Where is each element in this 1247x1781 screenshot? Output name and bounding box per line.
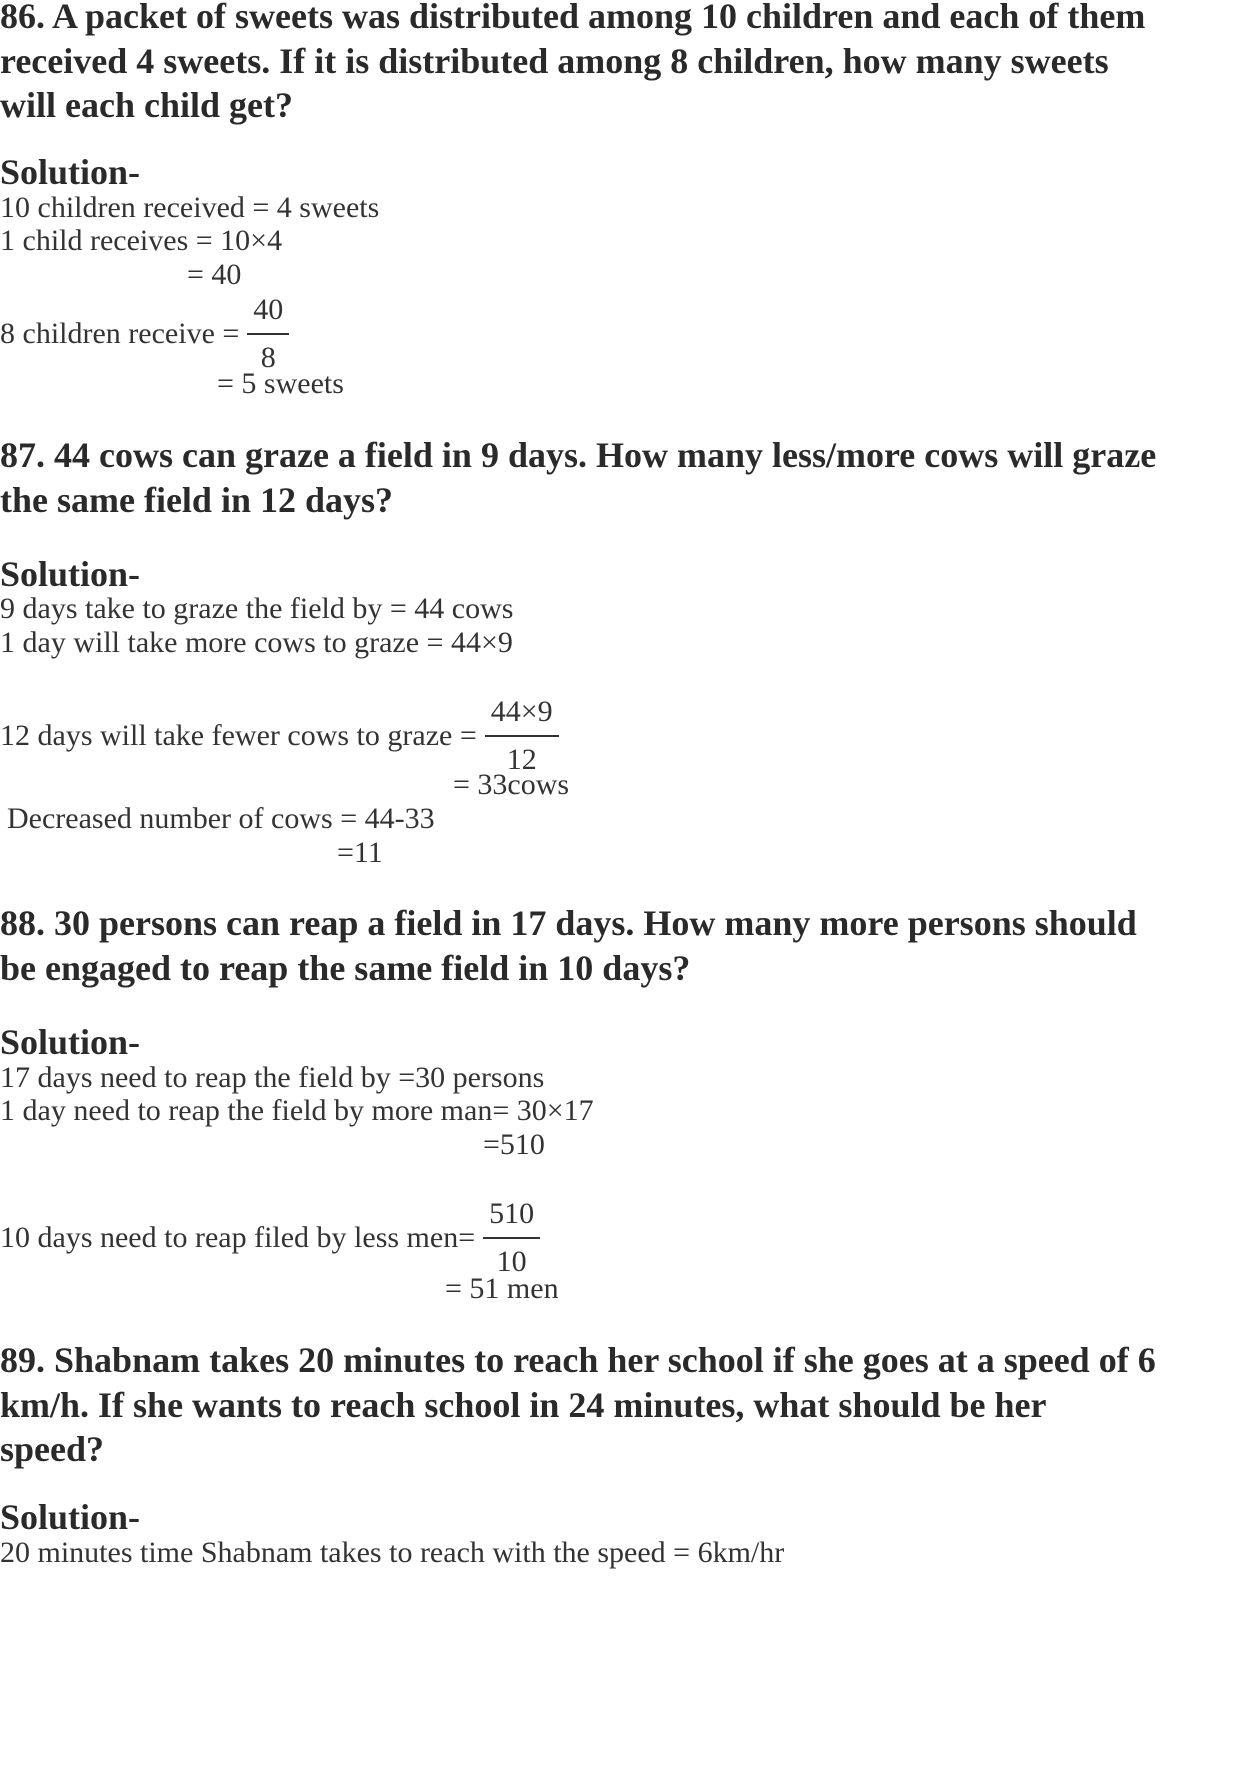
fraction-denominator: 10: [496, 1245, 527, 1278]
solution-step: 1 child receives = 10×4: [0, 224, 283, 257]
question-87: [0, 433, 1247, 522]
solution-step: Decreased number of cows = 44-33: [7, 802, 435, 835]
question-line: 87. 44 cows can graze a field in 9 days. How many less/more cows will graze: [0, 435, 1157, 475]
solution-step: 1 day need to reap the field by more man= 30×17: [0, 1094, 594, 1127]
solution-heading: Solution-: [0, 152, 141, 192]
question-line: received 4 sweets. If it is distributed among 8 children, how many sweets: [0, 40, 1109, 81]
fraction-denominator: 8: [260, 341, 276, 374]
fraction-numerator: 44×9: [485, 693, 559, 737]
question-line: km/h. If she wants to reach school in 24 minutes, what should be her: [0, 1384, 1047, 1425]
question-88: [0, 901, 1247, 990]
question-line: 88. 30 persons can reap a field in 17 days. How many more persons should: [0, 903, 1137, 943]
solution-result: = 5 sweets: [217, 367, 344, 400]
solution-step: =510: [483, 1128, 545, 1161]
solution-step: 17 days need to reap the field by =30 persons: [0, 1061, 545, 1094]
question-86: [0, 0, 1247, 128]
fraction-step: [0, 1195, 540, 1281]
question-line: will each child get?: [0, 85, 293, 125]
fraction-numerator: 40: [247, 291, 289, 335]
solution-heading: Solution-: [0, 554, 141, 594]
solution-result: = 51 men: [445, 1272, 559, 1305]
question-line: 86. A packet of sweets was distributed among 10 children and each of them: [0, 0, 1146, 36]
solution-step: 20 minutes time Shabnam takes to reach with the speed = 6km/hr: [0, 1536, 785, 1569]
solution-step: 9 days take to graze the field by = 44 cows: [0, 592, 514, 625]
solution-step: 10 children received = 4 sweets: [0, 191, 380, 224]
question-line: be engaged to reap the same field in 10 days?: [0, 947, 691, 988]
fraction-label: 10 days need to reap filed by less men=: [0, 1221, 476, 1254]
solution-result: =11: [337, 836, 383, 869]
question-line: the same field in 12 days?: [0, 479, 394, 520]
fraction-numerator: 510: [483, 1195, 540, 1239]
solution-step: 1 day will take more cows to graze = 44×9: [0, 626, 513, 659]
solution-heading: Solution-: [0, 1497, 141, 1537]
fraction-label: 8 children receive =: [0, 317, 240, 350]
question-line: 89. Shabnam takes 20 minutes to reach her school if she goes at a speed of 6: [0, 1340, 1156, 1380]
question-line: speed?: [0, 1429, 105, 1469]
fraction: [247, 291, 289, 377]
solution-step: = 40: [187, 258, 242, 291]
question-89: [0, 1338, 1247, 1472]
fraction-denominator: 12: [506, 743, 537, 776]
fraction-step: [0, 291, 289, 377]
solution-heading: Solution-: [0, 1022, 141, 1062]
fraction-label: 12 days will take fewer cows to graze =: [0, 719, 477, 752]
fraction: [483, 1195, 540, 1281]
solution-result: = 33cows: [453, 768, 570, 801]
